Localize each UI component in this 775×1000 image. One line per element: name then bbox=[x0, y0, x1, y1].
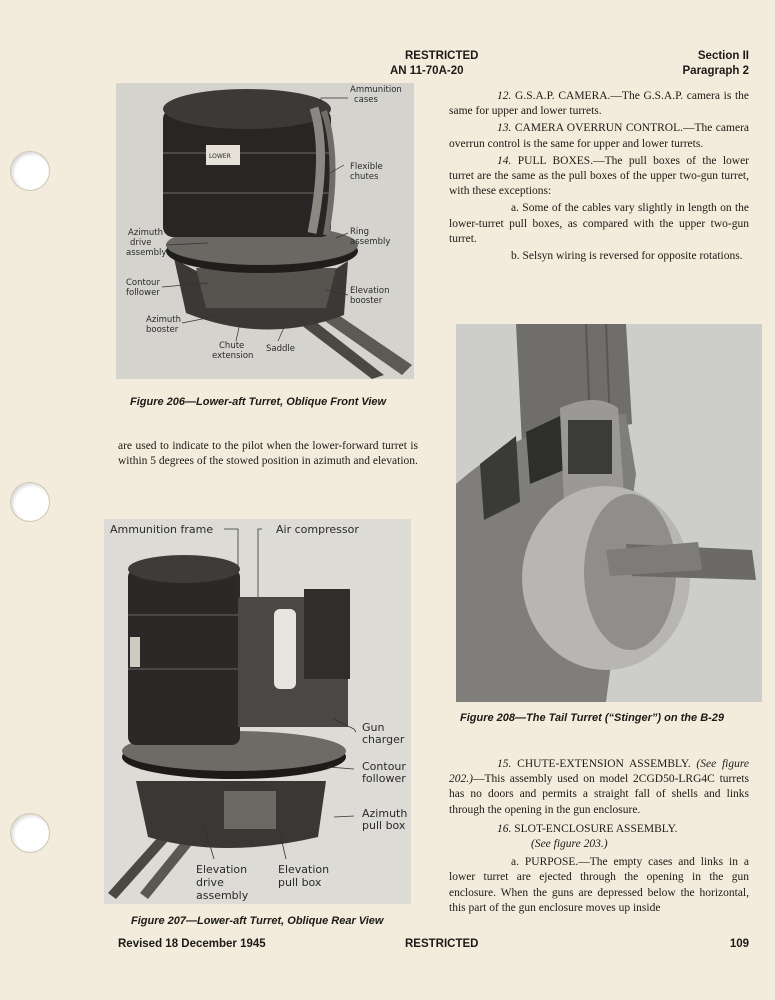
figure-206-photo bbox=[116, 83, 414, 379]
label-contour-follower-207-2: follower bbox=[362, 772, 406, 785]
right-column-bottom-text bbox=[449, 757, 749, 916]
label-azimuth-drive-1: Azimuth bbox=[128, 228, 164, 238]
paragraph-13: 13. CAMERA OVERRUN CONTROL.—The camera overrun control is the same for upper and lower turrets. bbox=[449, 122, 749, 150]
paragraph-14a: a. Some of the cables vary slightly in length on the lower-turret pull boxes, as compared with the upper two-gun turret. bbox=[449, 202, 749, 245]
label-flexible-chutes-2: chutes bbox=[350, 172, 379, 182]
header-paragraph: Paragraph 2 bbox=[682, 65, 749, 77]
label-ring-assembly-1: Ring bbox=[350, 227, 370, 237]
left-column-text bbox=[118, 439, 418, 469]
label-flexible-chutes-1: Flexible bbox=[350, 162, 383, 172]
footer-classification: RESTRICTED bbox=[405, 938, 479, 950]
label-contour-follower-2: follower bbox=[126, 288, 160, 298]
binder-hole-middle bbox=[10, 482, 50, 522]
label-elevation-pull-box-1: Elevation bbox=[278, 863, 330, 876]
label-azimuth-booster-2: booster bbox=[146, 325, 179, 335]
label-ammunition-frame: Ammunition frame bbox=[110, 523, 214, 536]
paragraph-16-title: 16. SLOT-ENCLOSURE ASSEMBLY. bbox=[497, 822, 678, 835]
label-azimuth-pull-box-1: Azimuth bbox=[362, 807, 408, 820]
header-section: Section II bbox=[697, 50, 749, 62]
label-contour-follower-1: Contour bbox=[126, 278, 160, 288]
label-elevation-booster-1: Elevation bbox=[350, 286, 390, 296]
label-elevation-booster-2: booster bbox=[350, 296, 383, 306]
paragraph-14: 14. PULL BOXES.—The pull boxes of the lower turret are the same as the pull boxes of the upper two-gun turret, with these exceptions: bbox=[449, 154, 750, 198]
paragraph-16-ref: (See figure 203.) bbox=[531, 838, 608, 851]
label-elevation-drive-3: assembly bbox=[196, 889, 249, 902]
label-ring-assembly-2: assembly bbox=[350, 237, 391, 247]
header-doc-number: AN 11-70A-20 bbox=[390, 65, 464, 77]
label-ammunition-cases-1: Ammunition bbox=[350, 85, 402, 95]
label-gun-charger-1: Gun bbox=[362, 721, 385, 734]
figure-207-caption: Figure 207—Lower-aft Turret, Oblique Rear View bbox=[131, 915, 384, 927]
label-azimuth-drive-2: drive bbox=[130, 238, 152, 248]
label-air-compressor: Air compressor bbox=[276, 523, 359, 536]
paragraph-16a: a. PURPOSE.—The empty cases and links in a lower turret are ejected through the opening in the gun enclosure. When the guns are depressed below the horizontal, this part of the gun enclosure moves up inside bbox=[449, 856, 749, 914]
figure-208-photo bbox=[456, 324, 762, 702]
figure-206-illustration bbox=[116, 83, 414, 379]
paragraph-12: 12. G.S.A.P. CAMERA.—The G.S.A.P. camera is the same for upper and lower turrets. bbox=[449, 90, 750, 118]
label-azimuth-pull-box-2: pull box bbox=[362, 819, 406, 832]
can-marking: LOWER bbox=[209, 153, 231, 160]
figure-206-caption: Figure 206—Lower-aft Turret, Oblique Front View bbox=[130, 396, 387, 408]
label-chute-extension-2: extension bbox=[212, 351, 254, 361]
label-elevation-drive-1: Elevation bbox=[196, 863, 248, 876]
label-ammunition-cases-2: cases bbox=[354, 95, 378, 105]
binder-hole-top bbox=[10, 151, 50, 191]
label-azimuth-booster-1: Azimuth bbox=[146, 315, 182, 325]
label-elevation-pull-box-2: pull box bbox=[278, 876, 322, 889]
label-elevation-drive-2: drive bbox=[196, 876, 224, 889]
figure-208-illustration bbox=[456, 324, 762, 702]
paragraph-15: 15. CHUTE-EXTENSION ASSEMBLY. (See figure 202.)—This assembly used on model 2CGD50-LRG4C turrets has no doors and permits a straight fall of shells and links through the opening in the gun enclosure. bbox=[449, 758, 750, 816]
label-chute-extension-1: Chute bbox=[219, 341, 245, 351]
footer-revised: Revised 18 December 1945 bbox=[118, 938, 266, 950]
label-gun-charger-2: charger bbox=[362, 733, 405, 746]
footer-page-number: 109 bbox=[729, 938, 749, 950]
label-contour-follower-207-1: Contour bbox=[362, 760, 406, 773]
figure-207-illustration bbox=[104, 519, 411, 904]
label-azimuth-drive-3: assembly bbox=[126, 248, 167, 258]
right-column-top-text bbox=[449, 89, 749, 264]
left-paragraph: are used to indicate to the pilot when the lower-forward turret is within 5 degrees of the stowed position in azimuth and elevation. bbox=[118, 440, 418, 468]
figure-208-caption: Figure 208—The Tail Turret (“Stinger”) on the B-29 bbox=[460, 712, 725, 724]
binder-hole-bottom bbox=[10, 813, 50, 853]
figure-207-photo bbox=[104, 519, 411, 904]
paragraph-14b: b. Selsyn wiring is reversed for opposite rotations. bbox=[511, 250, 743, 263]
label-saddle: Saddle bbox=[266, 344, 295, 354]
header-classification: RESTRICTED bbox=[405, 50, 479, 62]
